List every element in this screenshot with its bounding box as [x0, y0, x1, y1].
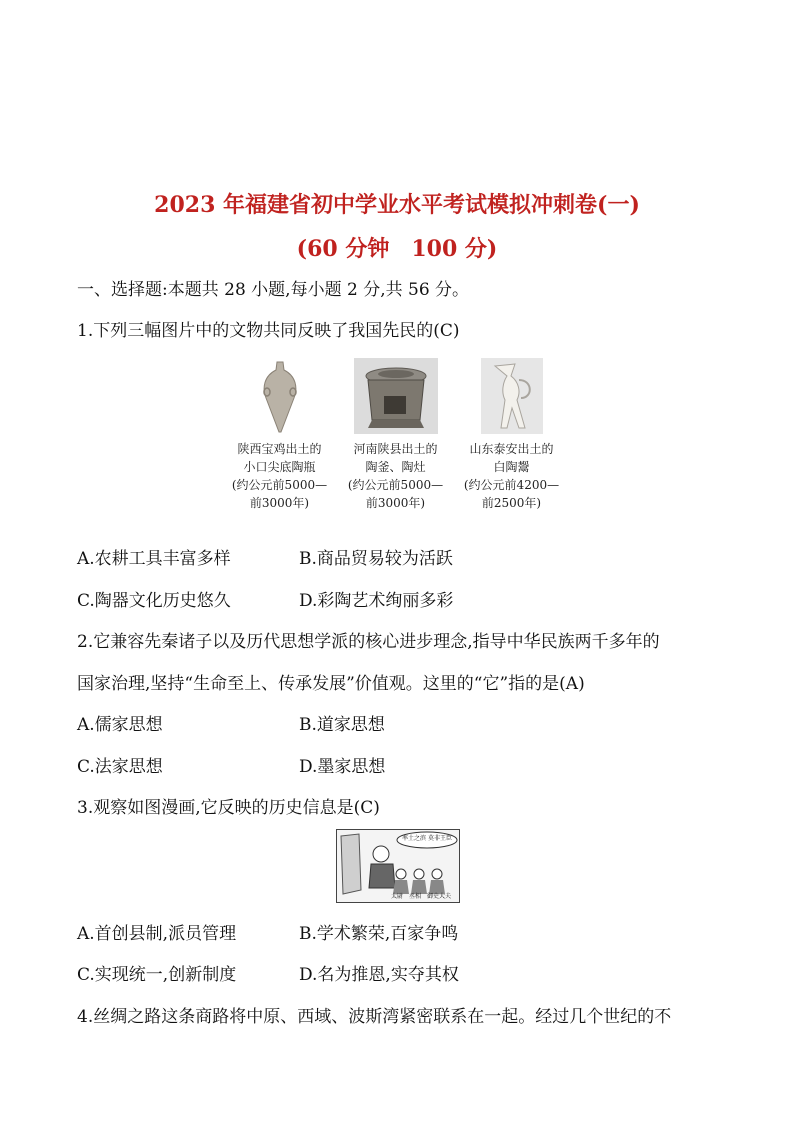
artifact-2-caption-3: (约公元前5000— [347, 478, 444, 492]
q2-option-c: C.法家思想 [77, 757, 163, 777]
q3-cartoon [336, 829, 460, 903]
q2-stem-line-2: 国家治理,坚持“生命至上、传承发展”价值观。这里的“它”指的是(A) [77, 674, 585, 694]
section-heading: 一、选择题:本题共 28 小题,每小题 2 分,共 56 分。 [77, 280, 470, 300]
cartoon-figure-labels: 太尉 丞相 御史大夫 [390, 893, 451, 900]
q3-option-d: D.名为推恩,实夺其权 [299, 965, 459, 985]
q3-option-c: C.实现统一,创新制度 [77, 965, 237, 985]
q3-option-a: A.首创县制,派员管理 [77, 924, 237, 944]
q2-option-d: D.墨家思想 [299, 757, 386, 777]
q1-option-b: B.商品贸易较为活跃 [299, 549, 453, 569]
artifact-1-caption-3: (约公元前5000— [231, 478, 328, 492]
q2-stem-line-1: 2.它兼容先秦诸子以及历代思想学派的核心进步理念,指导中华民族两千多年的 [77, 632, 660, 652]
artifact-3-caption-3: (约公元前4200— [463, 478, 560, 492]
artifact-3-caption-2: 白陶鬶 [493, 460, 530, 474]
artifact-2-caption-1: 河南陕县出土的 [353, 442, 438, 456]
q4-stem: 4.丝绸之路这条商路将中原、西域、波斯湾紧密联系在一起。经过几个世纪的不 [77, 1007, 672, 1027]
q2-option-b: B.道家思想 [299, 715, 385, 735]
artifact-3-caption-1: 山东泰安出土的 [469, 442, 554, 456]
artifact-1-caption-1: 陕西宝鸡出土的 [237, 442, 322, 456]
artifact-2 [338, 358, 453, 512]
artifact-1 [222, 358, 337, 512]
q1-option-a: A.农耕工具丰富多样 [77, 549, 231, 569]
q3-stem: 3.观察如图漫画,它反映的历史信息是(C) [77, 798, 380, 818]
q1-option-d: D.彩陶艺术绚丽多彩 [299, 591, 454, 611]
artifact-3-caption-4: 前2500年) [481, 496, 542, 510]
pointed-vase-image [250, 358, 310, 434]
q2-option-a: A.儒家思想 [77, 715, 163, 735]
q3-option-b: B.学术繁荣,百家争鸣 [299, 924, 459, 944]
page-subtitle: (60 分钟 100 分) [296, 236, 498, 262]
cartoon-speech-bubble: 率土之滨 莫非王臣 [402, 835, 452, 842]
artifact-3 [454, 358, 569, 512]
q1-figure [222, 358, 568, 520]
artifact-2-caption-2: 陶釜、陶灶 [365, 460, 426, 474]
page-title: 2023 年福建省初中学业水平考试模拟冲刺卷(一) [154, 192, 640, 218]
artifact-2-caption-4: 前3000年) [365, 496, 426, 510]
pottery-stove-image [354, 358, 438, 434]
q1-stem: 1.下列三幅图片中的文物共同反映了我国先民的(C) [77, 321, 460, 341]
artifact-1-caption-4: 前3000年) [249, 496, 310, 510]
white-pottery-gui-image [481, 358, 543, 434]
artifact-1-caption-2: 小口尖底陶瓶 [243, 460, 316, 474]
q1-option-c: C.陶器文化历史悠久 [77, 591, 231, 611]
